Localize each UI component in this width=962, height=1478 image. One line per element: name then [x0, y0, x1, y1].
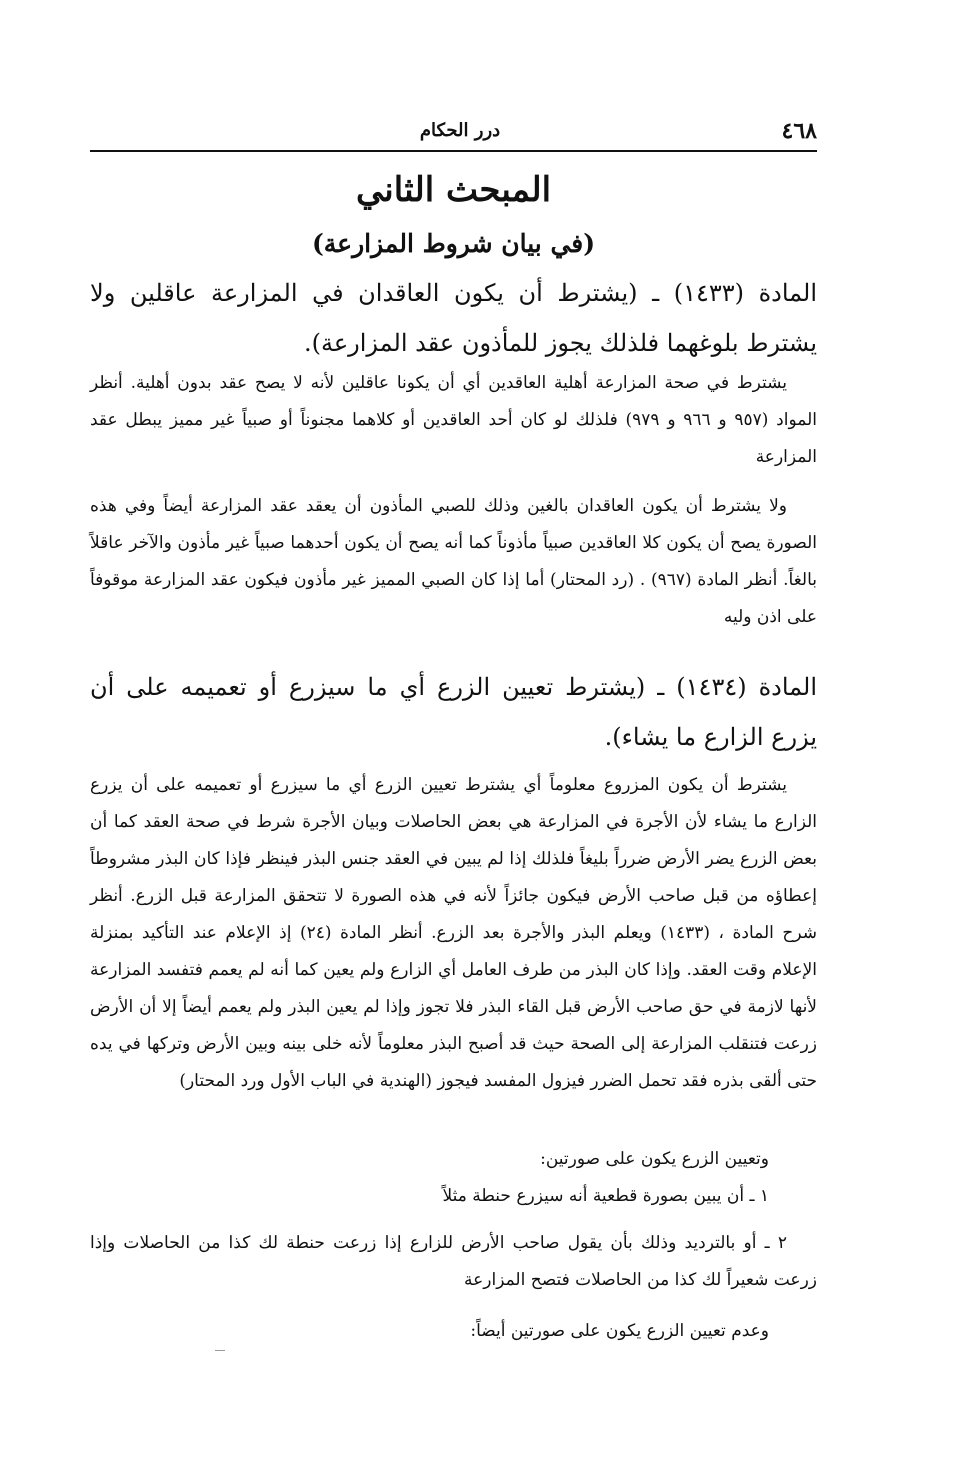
forms-intro: وتعيين الزرع يكون على صورتين:	[540, 1149, 769, 1169]
article-1434: المادة (١٤٣٤) ـ (يشترط تعيين الزرع أي ما سيزرع أو تعميمه على أن يزرع الزارع ما يشاء).	[90, 673, 818, 751]
page-number: ٤٦٨	[781, 118, 817, 144]
header-rule	[90, 150, 817, 152]
commentary-paragraph-1: يشترط في صحة المزارعة أهلية العاقدين أي أن يكونا عاقلين لأنه لا يصح عقد بدون أهلية. أنظر المواد (٩٥٧ و ٩٦٦ و ٩٧٩) فلذلك لو كان أحد العاقدين أو كلاهما مجنوناً أو صبياً غير مميز يبطل عقد المزارعة	[90, 373, 817, 467]
commentary-paragraph-3: يشترط أن يكون المزروع معلوماً أي يشترط تعيين الزرع أي ما سيزرع أو تعميمه على أن يزرع الزارع ما يشاء لأن الأجرة في المزارعة هي بعض الحاصلات وبيان الأجرة شرط في صحة العقد كما أن بعض الزرع يضر الأرض ضرراً بليغاً فلذلك إذا لم يبين في العقد جنس البذر فينظر فإذا كان البذر مشروطاً إعطاؤه من قبل صاحب الأرض فيكون جائزاً لأنه في هذه الصورة لا تتحقق المزارعة قبل الزرع. أنظر شرح المادة ، (١٤٣٣) ويعلم البذر والأجرة بعد الزرع. أنظر المادة (٢٤) إذ الإعلام عند التأكيد بمنزلة الإعلام وقت العقد. وإذا كان البذر من طرف العامل أي الزارع ولم يعين كما أنه لم يعمم فتفسد المزارعة لأنها لازمة في حق صاحب الأرض قبل القاء البذر فلا تجوز وإذا لم يعين البذر ولم يعمم أيضاً إلا أن الأرض زرعت فتنقلب المزارعة إلى الصحة حيث قد أصبح البذر معلوماً لأنه خلى بينه وبين الأرض وتركها في يده حتى ألقى بذره فقد تحمل الضرر فيزول المفسد فيجوز (الهندية في الباب الأول ورد المحتار)	[90, 775, 817, 1091]
book-page	[90, 0, 817, 1478]
form-2: ٢ ـ أو بالترديد وذلك بأن يقول صاحب الأرض للزارع إذا زرعت حنطة لك كذا من الحاصلات وإذا زرعت شعيراً لك كذا من الحاصلات فتصح المزارعة	[90, 1233, 817, 1290]
non-specification-intro: وعدم تعيين الزرع يكون على صورتين أيضاً:	[470, 1321, 769, 1341]
commentary-paragraph-2: ولا يشترط أن يكون العاقدان بالغين وذلك للصبي المأذون أن يعقد عقد المزارعة أيضاً وفي هذه الصورة يصح أن يكون كلا العاقدين صبياً مأذوناً كما أنه يصح أن يكون أحدهما صبياً غير مأذون والآخر عاقلاً بالغاً. أنظر المادة (٩٦٧) . (رد المحتار) أما إذا كان الصبي المميز غير مأذون فيكون عقد المزارعة موقوفاً على اذن وليه	[90, 496, 817, 627]
section-title: المبحث الثاني	[355, 170, 552, 210]
section-subtitle: (في بيان شروط المزارعة)	[311, 229, 596, 258]
article-1433: المادة (١٤٣٣) ـ (يشترط أن يكون العاقدان في المزارعة عاقلين ولا يشترط بلوغهما فلذلك يجوز للمأذون عقد المزارعة).	[90, 279, 818, 357]
running-head	[90, 118, 817, 150]
book-title: درر الحكام	[419, 120, 501, 141]
form-1: ١ ـ أن يبين بصورة قطعية أنه سيزرع حنطة مثلاً	[442, 1186, 769, 1206]
page-mark	[215, 1350, 225, 1351]
